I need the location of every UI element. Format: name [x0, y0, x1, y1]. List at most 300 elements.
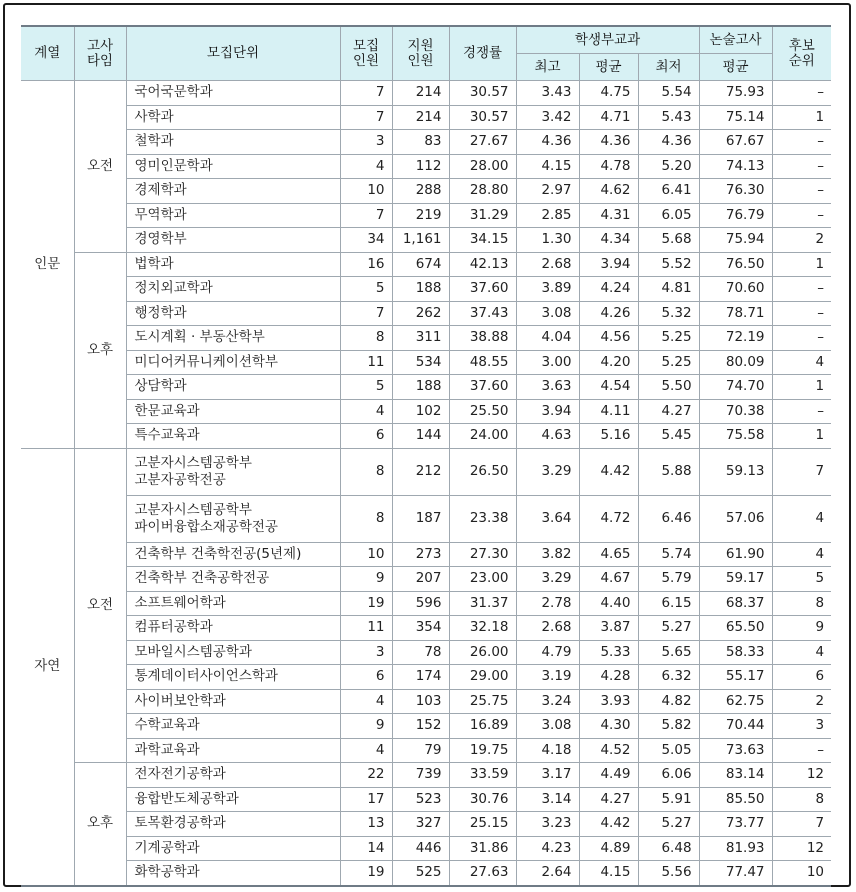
- unit-cell: [126, 375, 340, 400]
- record-max-cell: 4.18: [516, 738, 579, 763]
- quota-cell: 7: [340, 105, 392, 130]
- record-max-cell: 3.14: [516, 787, 579, 812]
- record-avg-cell: 4.71: [579, 105, 638, 130]
- essay-avg-cell: 68.37: [699, 591, 772, 616]
- table-row: [21, 591, 831, 616]
- unit-cell: [126, 812, 340, 837]
- record-min-cell: 5.65: [638, 640, 699, 665]
- ratio-cell: 25.75: [449, 689, 516, 714]
- applicants-cell: 523: [392, 787, 449, 812]
- waitlist-cell: 8: [772, 787, 831, 812]
- unit-name: 고분자공학전공: [134, 471, 226, 488]
- record-min-cell: 5.68: [638, 228, 699, 253]
- unit-cell: [126, 640, 340, 665]
- table-row: [21, 375, 831, 400]
- essay-avg-cell: 76.30: [699, 179, 772, 204]
- waitlist-cell: 4: [772, 495, 831, 542]
- record-max-cell: 3.89: [516, 277, 579, 302]
- unit-name: 수학교육과: [134, 717, 200, 734]
- record-avg-cell: 4.54: [579, 375, 638, 400]
- record-avg-cell: 4.62: [579, 179, 638, 204]
- unit-name: 사이버보안학과: [134, 692, 226, 709]
- record-avg-cell: 4.40: [579, 591, 638, 616]
- applicants-cell: 144: [392, 424, 449, 449]
- unit-cell: [126, 567, 340, 592]
- quota-cell: 9: [340, 714, 392, 739]
- record-min-cell: 6.41: [638, 179, 699, 204]
- table-row: [21, 105, 831, 130]
- record-avg-cell: 4.24: [579, 277, 638, 302]
- record-min-cell: 5.50: [638, 375, 699, 400]
- record-max-cell: 3.43: [516, 81, 579, 106]
- record-max-cell: 3.23: [516, 812, 579, 837]
- quota-cell: 5: [340, 277, 392, 302]
- waitlist-cell: 12: [772, 763, 831, 788]
- quota-cell: 4: [340, 738, 392, 763]
- record-max-cell: 3.64: [516, 495, 579, 542]
- unit-cell: [126, 399, 340, 424]
- quota-cell: 11: [340, 616, 392, 641]
- record-min-cell: 5.74: [638, 542, 699, 567]
- waitlist-cell: 4: [772, 542, 831, 567]
- waitlist-cell: 8: [772, 591, 831, 616]
- table-row: [21, 203, 831, 228]
- waitlist-cell: 5: [772, 567, 831, 592]
- ratio-cell: 27.67: [449, 130, 516, 155]
- table-row: [21, 130, 831, 155]
- exam-time-cell: 오후: [74, 252, 126, 448]
- record-avg-cell: 4.11: [579, 399, 638, 424]
- essay-avg-cell: 75.14: [699, 105, 772, 130]
- record-avg-cell: 4.42: [579, 812, 638, 837]
- header-applicants: 지원 인원: [392, 26, 449, 81]
- unit-name: 화학공학과: [134, 864, 200, 881]
- unit-name: 경영학부: [134, 231, 187, 248]
- quota-cell: 6: [340, 665, 392, 690]
- applicants-cell: 534: [392, 350, 449, 375]
- table-row: [21, 301, 831, 326]
- table-row: [21, 495, 831, 542]
- record-min-cell: 5.56: [638, 861, 699, 886]
- record-max-cell: 4.23: [516, 836, 579, 861]
- applicants-cell: 152: [392, 714, 449, 739]
- unit-cell: [126, 495, 340, 542]
- record-avg-cell: 4.34: [579, 228, 638, 253]
- field-cell: 자연: [21, 448, 74, 886]
- applicants-cell: 174: [392, 665, 449, 690]
- waitlist-cell: –: [772, 203, 831, 228]
- table-row: [21, 640, 831, 665]
- record-avg-cell: 3.93: [579, 689, 638, 714]
- ratio-cell: 30.57: [449, 105, 516, 130]
- essay-avg-cell: 81.93: [699, 836, 772, 861]
- waitlist-cell: –: [772, 301, 831, 326]
- record-avg-cell: 4.52: [579, 738, 638, 763]
- ratio-cell: 29.00: [449, 665, 516, 690]
- table-body: [21, 81, 831, 886]
- header-ratio: 경쟁률: [449, 26, 516, 81]
- ratio-cell: 37.60: [449, 277, 516, 302]
- unit-name: 경제학과: [134, 182, 187, 199]
- unit-cell: [126, 350, 340, 375]
- waitlist-cell: –: [772, 81, 831, 106]
- quota-cell: 3: [340, 130, 392, 155]
- table-row: [21, 836, 831, 861]
- quota-cell: 19: [340, 861, 392, 886]
- unit-name: 융합반도체공학과: [134, 790, 239, 807]
- unit-name: 사학과: [134, 108, 174, 125]
- unit-name: 국어국문학과: [134, 84, 213, 101]
- applicants-cell: 262: [392, 301, 449, 326]
- unit-cell: [126, 763, 340, 788]
- applicants-cell: 446: [392, 836, 449, 861]
- table-row: [21, 812, 831, 837]
- ratio-cell: 31.37: [449, 591, 516, 616]
- ratio-cell: 30.76: [449, 787, 516, 812]
- header-quota: 모집 인원: [340, 26, 392, 81]
- record-avg-cell: 4.72: [579, 495, 638, 542]
- table-row: [21, 787, 831, 812]
- record-avg-cell: 3.87: [579, 616, 638, 641]
- unit-name: 통계데이터사이언스학과: [134, 668, 278, 685]
- table-row: [21, 616, 831, 641]
- unit-cell: [126, 252, 340, 277]
- record-min-cell: 5.27: [638, 616, 699, 641]
- unit-name: 고분자시스템공학부: [134, 501, 252, 518]
- record-avg-cell: 4.26: [579, 301, 638, 326]
- unit-cell: [126, 591, 340, 616]
- ratio-cell: 26.50: [449, 448, 516, 495]
- record-max-cell: 2.97: [516, 179, 579, 204]
- unit-cell: [126, 836, 340, 861]
- unit-cell: [126, 179, 340, 204]
- waitlist-cell: 1: [772, 375, 831, 400]
- unit-name: 무역학과: [134, 206, 187, 223]
- quota-cell: 9: [340, 567, 392, 592]
- record-avg-cell: 4.31: [579, 203, 638, 228]
- unit-cell: [126, 81, 340, 106]
- record-avg-cell: 4.65: [579, 542, 638, 567]
- record-max-cell: 2.68: [516, 252, 579, 277]
- quota-cell: 4: [340, 399, 392, 424]
- waitlist-cell: 12: [772, 836, 831, 861]
- essay-avg-cell: 59.17: [699, 567, 772, 592]
- exam-time-cell: 오전: [74, 448, 126, 763]
- header-record: 학생부교과: [516, 26, 699, 54]
- record-max-cell: 4.15: [516, 154, 579, 179]
- unit-name: 고분자시스템공학부: [134, 454, 252, 471]
- unit-name: 기계공학과: [134, 839, 200, 856]
- record-avg-cell: 4.67: [579, 567, 638, 592]
- essay-avg-cell: 80.09: [699, 350, 772, 375]
- essay-avg-cell: 73.77: [699, 812, 772, 837]
- record-avg-cell: 4.30: [579, 714, 638, 739]
- unit-name: 과학교육과: [134, 741, 200, 758]
- ratio-cell: 33.59: [449, 763, 516, 788]
- waitlist-cell: 2: [772, 228, 831, 253]
- essay-avg-cell: 77.47: [699, 861, 772, 886]
- applicants-cell: 354: [392, 616, 449, 641]
- record-avg-cell: 4.78: [579, 154, 638, 179]
- unit-cell: [126, 448, 340, 495]
- record-min-cell: 5.05: [638, 738, 699, 763]
- table-row: [21, 689, 831, 714]
- ratio-cell: 23.38: [449, 495, 516, 542]
- applicants-cell: 1,161: [392, 228, 449, 253]
- waitlist-cell: 3: [772, 714, 831, 739]
- quota-cell: 8: [340, 495, 392, 542]
- applicants-cell: 273: [392, 542, 449, 567]
- table-header: [21, 26, 831, 81]
- unit-name: 미디어커뮤니케이션학부: [134, 353, 278, 370]
- quota-cell: 6: [340, 424, 392, 449]
- unit-name: 철학과: [134, 133, 174, 150]
- record-min-cell: 5.27: [638, 812, 699, 837]
- unit-name: 특수교육과: [134, 427, 200, 444]
- waitlist-cell: 6: [772, 665, 831, 690]
- quota-cell: 10: [340, 179, 392, 204]
- record-min-cell: 5.43: [638, 105, 699, 130]
- record-min-cell: 6.48: [638, 836, 699, 861]
- header-unit: 모집단위: [126, 26, 340, 81]
- waitlist-cell: 2: [772, 689, 831, 714]
- quota-cell: 11: [340, 350, 392, 375]
- header-field: 계열: [21, 26, 74, 81]
- applicants-cell: 187: [392, 495, 449, 542]
- unit-cell: [126, 203, 340, 228]
- record-min-cell: 5.88: [638, 448, 699, 495]
- record-max-cell: 3.63: [516, 375, 579, 400]
- quota-cell: 7: [340, 81, 392, 106]
- ratio-cell: 25.15: [449, 812, 516, 837]
- record-avg-cell: 4.28: [579, 665, 638, 690]
- record-avg-cell: 4.27: [579, 787, 638, 812]
- essay-avg-cell: 75.94: [699, 228, 772, 253]
- table-row: [21, 861, 831, 886]
- record-min-cell: 5.52: [638, 252, 699, 277]
- admission-results-table: [21, 25, 831, 887]
- record-min-cell: 5.25: [638, 326, 699, 351]
- essay-avg-cell: 65.50: [699, 616, 772, 641]
- essay-avg-cell: 70.38: [699, 399, 772, 424]
- ratio-cell: 31.86: [449, 836, 516, 861]
- table-row: [21, 81, 831, 106]
- record-min-cell: 4.82: [638, 689, 699, 714]
- applicants-cell: 525: [392, 861, 449, 886]
- table-row: [21, 424, 831, 449]
- table-row: [21, 326, 831, 351]
- record-avg-cell: 4.56: [579, 326, 638, 351]
- record-max-cell: 4.63: [516, 424, 579, 449]
- unit-cell: [126, 616, 340, 641]
- essay-avg-cell: 73.63: [699, 738, 772, 763]
- record-min-cell: 4.81: [638, 277, 699, 302]
- waitlist-cell: 4: [772, 640, 831, 665]
- essay-avg-cell: 55.17: [699, 665, 772, 690]
- unit-cell: [126, 689, 340, 714]
- table-row: [21, 714, 831, 739]
- unit-cell: [126, 326, 340, 351]
- applicants-cell: 188: [392, 375, 449, 400]
- record-min-cell: 5.25: [638, 350, 699, 375]
- applicants-cell: 311: [392, 326, 449, 351]
- ratio-cell: 26.00: [449, 640, 516, 665]
- record-min-cell: 6.05: [638, 203, 699, 228]
- essay-avg-cell: 70.44: [699, 714, 772, 739]
- quota-cell: 14: [340, 836, 392, 861]
- record-max-cell: 3.94: [516, 399, 579, 424]
- header-essay: 논술고사: [699, 26, 772, 54]
- table-row: [21, 252, 831, 277]
- waitlist-cell: 1: [772, 105, 831, 130]
- record-max-cell: 3.08: [516, 301, 579, 326]
- quota-cell: 7: [340, 301, 392, 326]
- applicants-cell: 207: [392, 567, 449, 592]
- quota-cell: 8: [340, 326, 392, 351]
- quota-cell: 3: [340, 640, 392, 665]
- record-max-cell: 2.85: [516, 203, 579, 228]
- applicants-cell: 112: [392, 154, 449, 179]
- ratio-cell: 31.29: [449, 203, 516, 228]
- unit-cell: [126, 105, 340, 130]
- essay-avg-cell: 57.06: [699, 495, 772, 542]
- applicants-cell: 212: [392, 448, 449, 495]
- record-min-cell: 5.54: [638, 81, 699, 106]
- unit-cell: [126, 277, 340, 302]
- essay-avg-cell: 76.50: [699, 252, 772, 277]
- unit-name: 한문교육과: [134, 402, 200, 419]
- record-avg-cell: 4.36: [579, 130, 638, 155]
- applicants-cell: 327: [392, 812, 449, 837]
- unit-name: 전자전기공학과: [134, 766, 226, 783]
- essay-avg-cell: 74.70: [699, 375, 772, 400]
- waitlist-cell: –: [772, 738, 831, 763]
- waitlist-cell: 1: [772, 252, 831, 277]
- ratio-cell: 19.75: [449, 738, 516, 763]
- record-min-cell: 5.45: [638, 424, 699, 449]
- quota-cell: 16: [340, 252, 392, 277]
- record-min-cell: 4.27: [638, 399, 699, 424]
- unit-cell: [126, 787, 340, 812]
- waitlist-cell: –: [772, 179, 831, 204]
- waitlist-cell: 1: [772, 424, 831, 449]
- record-min-cell: 5.82: [638, 714, 699, 739]
- record-max-cell: 3.24: [516, 689, 579, 714]
- header-record-avg: 평균: [579, 54, 638, 81]
- record-avg-cell: 3.94: [579, 252, 638, 277]
- unit-name: 영미인문학과: [134, 157, 213, 174]
- unit-cell: [126, 714, 340, 739]
- quota-cell: 10: [340, 542, 392, 567]
- unit-name: 토목환경공학과: [134, 815, 226, 832]
- table-row: [21, 277, 831, 302]
- record-min-cell: 5.20: [638, 154, 699, 179]
- record-max-cell: 3.29: [516, 448, 579, 495]
- unit-name: 컴퓨터공학과: [134, 619, 213, 636]
- table-row: [21, 179, 831, 204]
- unit-cell: [126, 861, 340, 886]
- quota-cell: 17: [340, 787, 392, 812]
- record-max-cell: 4.79: [516, 640, 579, 665]
- essay-avg-cell: 75.93: [699, 81, 772, 106]
- record-min-cell: 4.36: [638, 130, 699, 155]
- essay-avg-cell: 72.19: [699, 326, 772, 351]
- record-max-cell: 3.17: [516, 763, 579, 788]
- unit-cell: [126, 154, 340, 179]
- record-max-cell: 3.00: [516, 350, 579, 375]
- record-min-cell: 6.15: [638, 591, 699, 616]
- record-max-cell: 2.68: [516, 616, 579, 641]
- unit-cell: [126, 130, 340, 155]
- exam-time-cell: 오후: [74, 763, 126, 886]
- applicants-cell: 674: [392, 252, 449, 277]
- essay-avg-cell: 76.79: [699, 203, 772, 228]
- header-essay-avg: 평균: [699, 54, 772, 81]
- essay-avg-cell: 70.60: [699, 277, 772, 302]
- record-max-cell: 3.29: [516, 567, 579, 592]
- quota-cell: 19: [340, 591, 392, 616]
- waitlist-cell: –: [772, 130, 831, 155]
- quota-cell: 4: [340, 154, 392, 179]
- ratio-cell: 48.55: [449, 350, 516, 375]
- ratio-cell: 42.13: [449, 252, 516, 277]
- unit-cell: [126, 542, 340, 567]
- record-max-cell: 1.30: [516, 228, 579, 253]
- quota-cell: 5: [340, 375, 392, 400]
- essay-avg-cell: 74.13: [699, 154, 772, 179]
- unit-name: 건축학부 건축공학전공: [134, 570, 270, 587]
- table-row: [21, 350, 831, 375]
- record-min-cell: 5.32: [638, 301, 699, 326]
- unit-cell: [126, 665, 340, 690]
- quota-cell: 8: [340, 448, 392, 495]
- applicants-cell: 78: [392, 640, 449, 665]
- table-row: [21, 448, 831, 495]
- waitlist-cell: –: [772, 326, 831, 351]
- applicants-cell: 596: [392, 591, 449, 616]
- record-min-cell: 6.32: [638, 665, 699, 690]
- quota-cell: 4: [340, 689, 392, 714]
- record-min-cell: 6.46: [638, 495, 699, 542]
- record-avg-cell: 5.16: [579, 424, 638, 449]
- header-exam-time: 고사 타임: [74, 26, 126, 81]
- record-max-cell: 2.64: [516, 861, 579, 886]
- applicants-cell: 288: [392, 179, 449, 204]
- header-record-max: 최고: [516, 54, 579, 81]
- unit-name: 모바일시스템공학과: [134, 643, 252, 660]
- essay-avg-cell: 61.90: [699, 542, 772, 567]
- quota-cell: 22: [340, 763, 392, 788]
- unit-name: 도시계획 · 부동산학부: [134, 329, 265, 346]
- unit-name: 법학과: [134, 255, 174, 272]
- record-avg-cell: 4.20: [579, 350, 638, 375]
- unit-cell: [126, 301, 340, 326]
- record-max-cell: 4.36: [516, 130, 579, 155]
- applicants-cell: 79: [392, 738, 449, 763]
- waitlist-cell: 7: [772, 812, 831, 837]
- waitlist-cell: 4: [772, 350, 831, 375]
- ratio-cell: 37.60: [449, 375, 516, 400]
- record-min-cell: 5.79: [638, 567, 699, 592]
- quota-cell: 34: [340, 228, 392, 253]
- waitlist-cell: 9: [772, 616, 831, 641]
- ratio-cell: 28.00: [449, 154, 516, 179]
- applicants-cell: 83: [392, 130, 449, 155]
- essay-avg-cell: 58.33: [699, 640, 772, 665]
- applicants-cell: 219: [392, 203, 449, 228]
- essay-avg-cell: 85.50: [699, 787, 772, 812]
- record-avg-cell: 4.89: [579, 836, 638, 861]
